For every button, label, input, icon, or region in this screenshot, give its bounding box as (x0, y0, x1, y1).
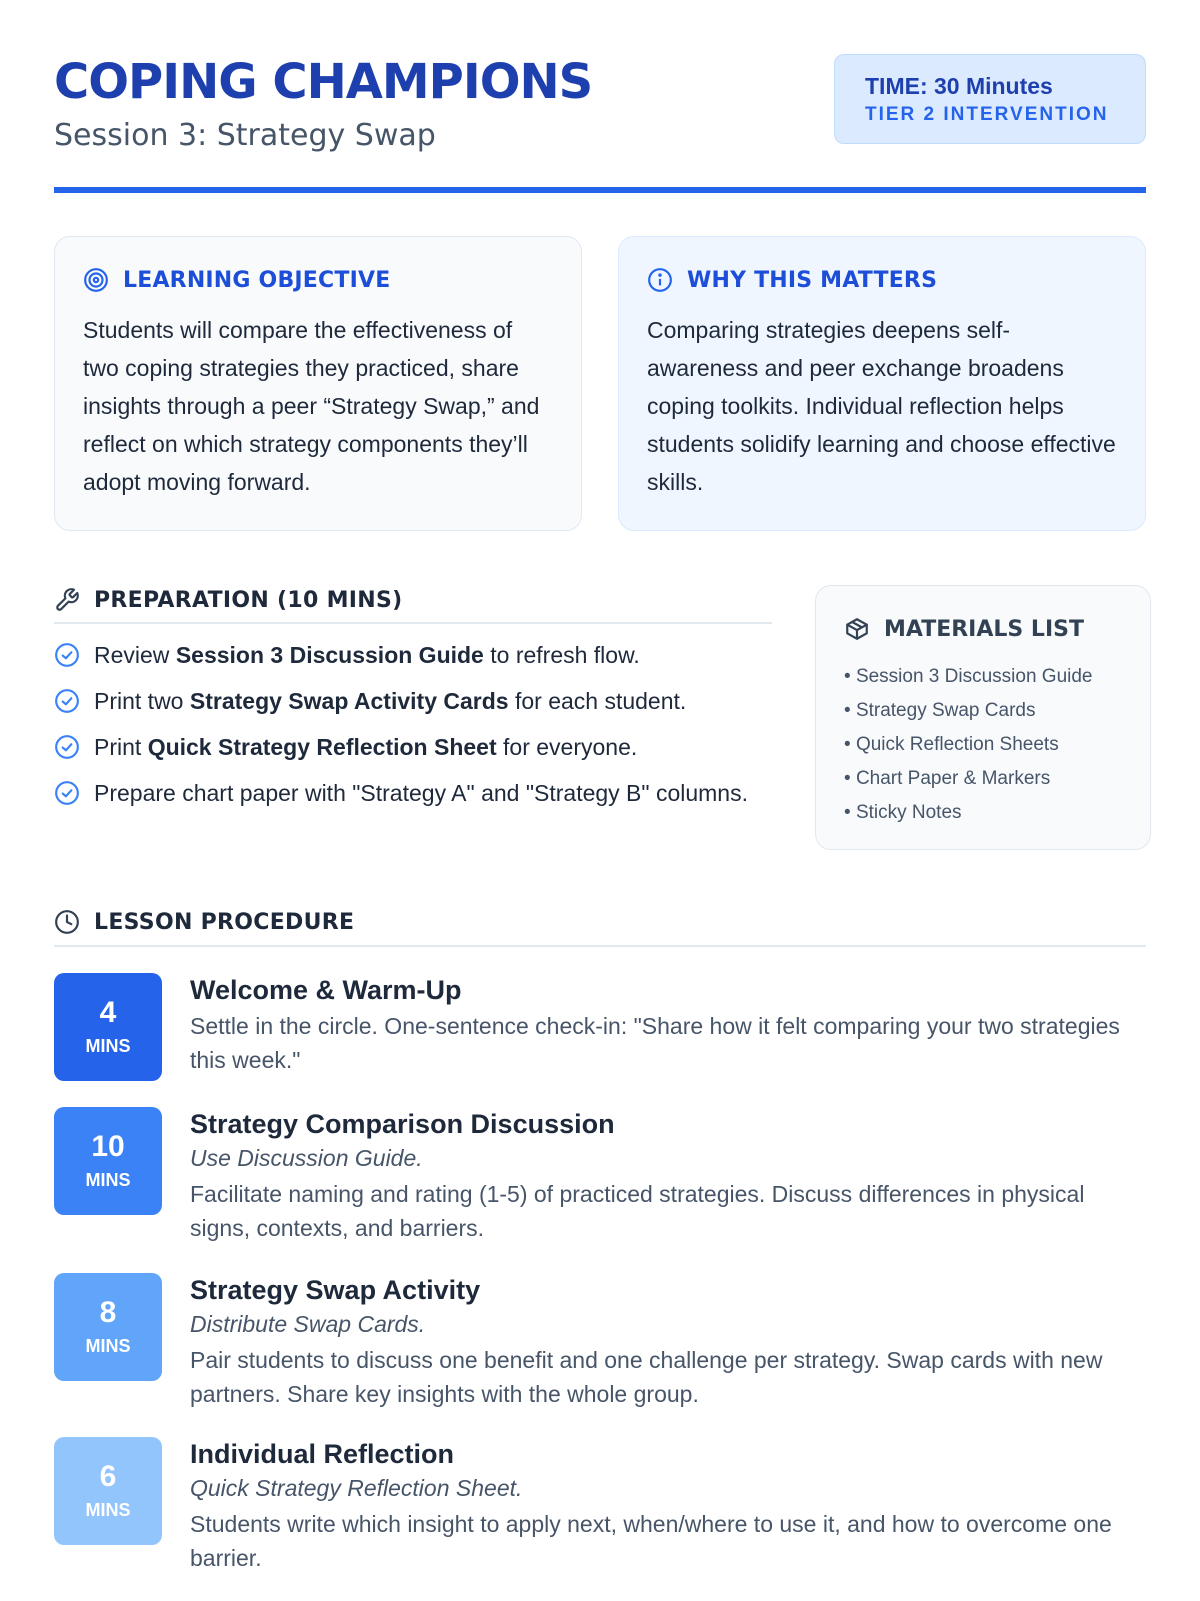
check-circle-icon (54, 780, 80, 806)
page-title: COPING CHAMPIONS (54, 54, 593, 110)
preparation-item (54, 730, 772, 764)
procedure-label: LESSON PROCEDURE (94, 909, 355, 935)
duration-minutes: 4 (99, 996, 117, 1029)
materials-item: • Strategy Swap Cards (844, 694, 1122, 728)
duration-badge (54, 1273, 162, 1381)
duration-unit: MINS (85, 1336, 131, 1356)
step-subtitle: Quick Strategy Reflection Sheet. (190, 1475, 523, 1501)
materials-item: • Session 3 Discussion Guide (844, 660, 1122, 694)
duration-unit: MINS (85, 1500, 131, 1520)
clock-icon (54, 909, 80, 935)
check-circle-icon (54, 642, 80, 668)
why-matters-label: WHY THIS MATTERS (687, 267, 938, 293)
why-matters-card (618, 236, 1146, 531)
preparation-section (54, 580, 772, 822)
prep-text-post: to refresh flow. (483, 642, 640, 668)
duration-unit: MINS (85, 1036, 131, 1056)
step-description: Settle in the circle. One-sentence check-in: "Share how it felt comparing your two strategies this week." (190, 1013, 1120, 1073)
procedure-divider (54, 945, 1146, 947)
preparation-label: PREPARATION (10 MINS) (94, 587, 403, 613)
preparation-item (54, 684, 772, 718)
step-subtitle: Distribute Swap Cards. (190, 1311, 426, 1337)
package-icon (844, 616, 870, 642)
step-title: Welcome & Warm-Up (190, 975, 462, 1005)
duration-badge (54, 1107, 162, 1215)
tier-label: TIER 2 INTERVENTION (865, 104, 1109, 125)
materials-item: • Sticky Notes (844, 796, 1122, 830)
time-label: TIME: 30 Minutes (865, 73, 1053, 99)
prep-text-post: for everyone. (496, 734, 638, 760)
learning-objective-text: Students will compare the effectiveness of two coping strategies they practiced, share insights through a peer “Strategy Swap,” and reflect on which strategy components they’ll adopt moving forward. (83, 317, 540, 495)
step-title: Strategy Comparison Discussion (190, 1109, 615, 1139)
procedure-section (54, 905, 1146, 1601)
page-header (54, 0, 1146, 190)
preparation-divider (54, 622, 772, 624)
materials-item: • Chart Paper & Markers (844, 762, 1122, 796)
header-divider (54, 187, 1146, 193)
step-title: Individual Reflection (190, 1439, 455, 1469)
info-cards (54, 236, 1146, 531)
preparation-item (54, 638, 772, 672)
info-icon (647, 267, 673, 293)
target-icon (83, 267, 109, 293)
duration-badge (54, 973, 162, 1081)
preparation-list (54, 638, 772, 810)
procedure-step (54, 1437, 1146, 1575)
time-badge (834, 54, 1146, 144)
learning-objective-card (54, 236, 582, 531)
materials-item: • Quick Reflection Sheets (844, 728, 1122, 762)
why-matters-text: Comparing strategies deepens self-awareness and peer exchange broadens coping toolkits. Individual reflection helps students solidify learning and choose effective skills. (647, 317, 1116, 495)
prep-text-post: for each student. (508, 688, 687, 714)
learning-objective-label: LEARNING OBJECTIVE (123, 267, 391, 293)
step-title: Strategy Swap Activity (190, 1275, 481, 1305)
step-subtitle: Use Discussion Guide. (190, 1145, 423, 1171)
prep-text-pre: Print (94, 734, 148, 760)
duration-minutes: 10 (91, 1130, 125, 1163)
prep-text-bold: Strategy Swap Activity Cards (189, 688, 509, 714)
preparation-item (54, 776, 772, 810)
materials-list (844, 660, 1122, 830)
step-description: Facilitate naming and rating (1-5) of practiced strategies. Discuss differences in physical signs, contexts, and barriers. (190, 1181, 1085, 1241)
prep-text-bold: Quick Strategy Reflection Sheet (147, 734, 497, 760)
procedure-steps (54, 973, 1146, 1575)
duration-unit: MINS (85, 1170, 131, 1190)
prep-text-pre: Review (94, 642, 176, 668)
step-description: Pair students to discuss one benefit and one challenge per strategy. Swap cards with new partners. Share key insights with the whole group. (190, 1347, 1103, 1407)
prep-text-bold: Session 3 Discussion Guide (175, 642, 484, 668)
duration-minutes: 6 (99, 1460, 117, 1493)
wrench-icon (54, 587, 80, 613)
procedure-step (54, 1273, 1146, 1411)
prep-text-pre: Prepare chart paper with "Strategy A" and "Strategy B" columns. (94, 780, 748, 806)
procedure-step (54, 1107, 1146, 1245)
materials-label: MATERIALS LIST (884, 616, 1084, 642)
materials-card (815, 585, 1151, 850)
prep-text-pre: Print two (94, 688, 190, 714)
check-circle-icon (54, 734, 80, 760)
duration-minutes: 8 (99, 1296, 117, 1329)
duration-badge (54, 1437, 162, 1545)
step-description: Students write which insight to apply next, when/where to use it, and how to overcome one barrier. (190, 1511, 1112, 1571)
check-circle-icon (54, 688, 80, 714)
procedure-step (54, 973, 1146, 1081)
page-subtitle: Session 3: Strategy Swap (54, 118, 436, 153)
